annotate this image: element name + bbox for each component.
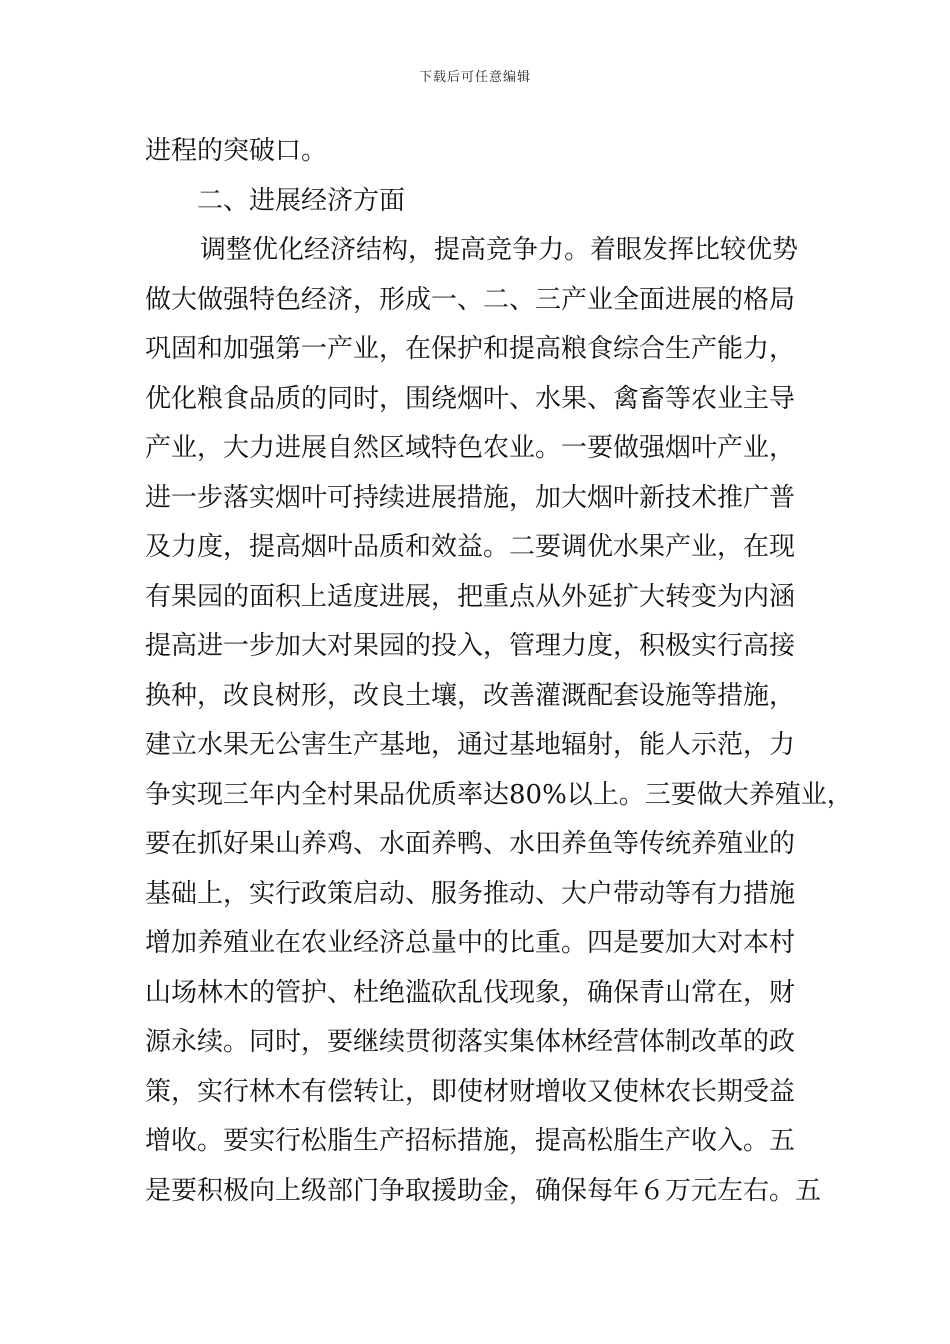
document-body (145, 127, 853, 1216)
text-line: 及力度，提高烟叶品质和效益。二要调优水果产业，在现 (145, 532, 796, 562)
text-line: 提高进一步加大对果园的投入，管理力度，积极实行高接 (145, 631, 796, 661)
text-line: 山场林木的管护、杜绝滥砍乱伐现象，确保青山常在，财 (145, 977, 796, 1008)
text-line: 调整优化经济结构，提高竞争力。着眼发挥比较优势 (200, 235, 799, 265)
text-line: 产业，大力进展自然区域特色农业。一要做强烟叶产业， (145, 433, 796, 463)
text-line: 换种，改良树形，改良土壤，改善灌溉配套设施等措施， (145, 680, 796, 711)
section-heading: 二、进展经济方面 (197, 185, 406, 216)
page-header: 下载后可任意编辑 (418, 70, 531, 85)
text-line: 做大做强特色经济，形成一、二、三产业全面进展的格局 (145, 284, 796, 315)
text-line: 增加养殖业在农业经济总量中的比重。四是要加大对本村 (145, 928, 796, 958)
text-line: 巩固和加强第一产业，在保护和提高粮食综合生产能力， (145, 334, 796, 364)
text-line: 优化粮食品质的同时，围绕烟叶、水果、禽畜等农业主导 (145, 383, 796, 414)
text-line: 进程的突破口。 (145, 136, 328, 166)
text-line: 源永续。同时，要继续贯彻落实集体林经营体制改革的政 (145, 1027, 796, 1057)
text-line: 有果园的面积上适度进展，把重点从外延扩大转变为内涵 (145, 581, 796, 612)
text-line: 基础上，实行政策启动、服务推动、大户带动等有力措施 (145, 878, 796, 909)
text-line: 是要积极向上级部门争取援助金，确保每年６万元左右。五 (145, 1175, 822, 1206)
text-line: 要在抓好果山养鸡、水面养鸭、水田养鱼等传统养殖业的 (145, 829, 796, 859)
text-line: 争实现三年内全村果品优质率达80%以上。三要做大养殖业， (145, 779, 853, 810)
text-line: 进一步落实烟叶可持续进展措施，加大烟叶新技术推广普 (145, 482, 796, 513)
text-line: 策，实行林木有偿转让，即使材财增收又使林农长期受益 (145, 1076, 796, 1107)
text-line: 建立水果无公害生产基地，通过基地辐射，能人示范，力 (145, 730, 796, 760)
text-line: 增收。要实行松脂生产招标措施，提高松脂生产收入。五 (145, 1126, 796, 1156)
